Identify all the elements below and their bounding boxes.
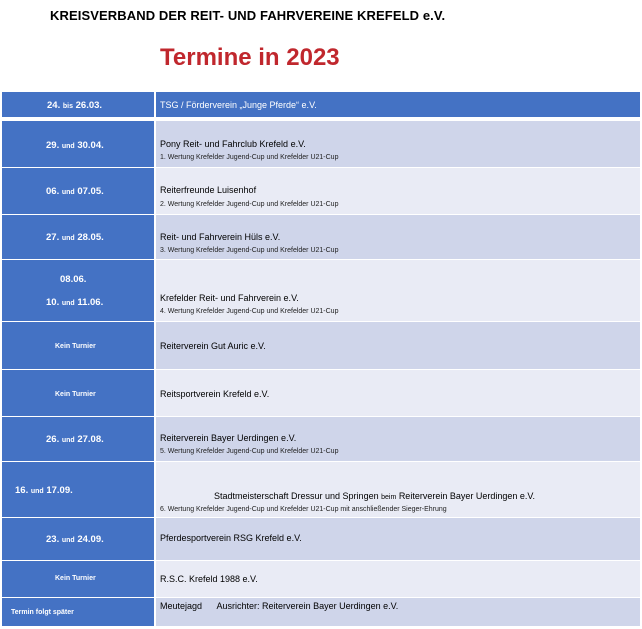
date-separator: und bbox=[61, 143, 75, 150]
date-cell bbox=[2, 92, 154, 118]
club-name: Reitsportverein Krefeld e.V. bbox=[160, 389, 270, 399]
date-end: 30.04. bbox=[77, 140, 104, 151]
date-pending-label: Termin folgt später bbox=[11, 609, 74, 616]
date-end: 26.03. bbox=[75, 100, 103, 111]
date-start: 24. bbox=[47, 100, 61, 111]
club-name: Meutejagd Ausrichter: Reiterverein Bayer Uerdingen e.V. bbox=[160, 601, 399, 611]
event-note: 5. Wertung Krefelder Jugend-Cup und Krefelder U21-Cup bbox=[160, 448, 339, 455]
date-start: 27. bbox=[46, 232, 60, 243]
table-row bbox=[2, 92, 640, 118]
date-end: 27.08. bbox=[77, 434, 104, 445]
date-cell bbox=[2, 518, 154, 561]
date-cell bbox=[2, 417, 154, 462]
club-name: Reiterverein Bayer Uerdingen e.V. bbox=[160, 433, 297, 443]
date-cell bbox=[2, 598, 154, 627]
club-name: Pferdesportverein RSG Krefeld e.V. bbox=[160, 533, 302, 543]
info-cell bbox=[154, 370, 640, 417]
date-cell bbox=[2, 168, 154, 215]
club-name: Pony Reit- und Fahrclub Krefeld e.V. bbox=[160, 139, 306, 149]
table-row bbox=[2, 518, 640, 561]
table-row bbox=[2, 417, 640, 462]
date-start: 26. bbox=[46, 434, 60, 445]
table-row bbox=[2, 462, 640, 518]
club-name: Reit- und Fahrverein Hüls e.V. bbox=[160, 232, 281, 242]
info-cell bbox=[154, 417, 640, 462]
info-cell bbox=[154, 598, 640, 627]
event-note: 2. Wertung Krefelder Jugend-Cup und Krefelder U21-Cup bbox=[160, 201, 339, 208]
date-end: 07.05. bbox=[77, 186, 104, 197]
page-title: Termine in 2023 bbox=[160, 44, 340, 71]
date-separator: und bbox=[61, 189, 75, 196]
date-cell bbox=[2, 561, 154, 598]
date-separator: und bbox=[30, 488, 44, 495]
club-name: R.S.C. Krefeld 1988 e.V. bbox=[160, 574, 258, 584]
club-name: Reiterverein Bayer Uerdingen e.V. bbox=[398, 491, 536, 501]
club-name: Krefelder Reit- und Fahrverein e.V. bbox=[160, 293, 299, 303]
info-cell bbox=[154, 518, 640, 561]
date-separator: und bbox=[61, 235, 75, 242]
date-cell bbox=[2, 322, 154, 370]
date-cell bbox=[2, 215, 154, 260]
table-row bbox=[2, 168, 640, 215]
info-cell bbox=[154, 215, 640, 260]
table-row bbox=[2, 322, 640, 370]
info-cell bbox=[154, 462, 640, 518]
date-start: 10. bbox=[46, 297, 60, 308]
info-cell bbox=[154, 322, 640, 370]
table-row bbox=[2, 121, 640, 168]
date-end: 17.09. bbox=[46, 485, 73, 496]
info-cell bbox=[154, 121, 640, 168]
date-start: 06. bbox=[46, 186, 60, 197]
no-tournament-label: Kein Turnier bbox=[55, 343, 96, 350]
date-cell bbox=[2, 121, 154, 168]
date-separator: bis bbox=[62, 103, 73, 110]
table-row bbox=[2, 215, 640, 260]
date-start: 16. bbox=[15, 485, 29, 496]
no-tournament-label: Kein Turnier bbox=[55, 575, 96, 582]
event-note: 6. Wertung Krefelder Jugend-Cup und Krefelder U21-Cup mit anschließender Sieger-Ehrung bbox=[160, 506, 447, 513]
date-cell bbox=[2, 462, 154, 518]
table-row bbox=[2, 370, 640, 417]
info-cell bbox=[154, 561, 640, 598]
date-separator: und bbox=[61, 300, 75, 307]
association-title: KREISVERBAND DER REIT- UND FAHRVEREINE KREFELD e.V. bbox=[50, 8, 446, 23]
date-cell bbox=[2, 260, 154, 322]
event-note: 1. Wertung Krefelder Jugend-Cup und Krefelder U21-Cup bbox=[160, 154, 339, 161]
date-separator: und bbox=[61, 537, 75, 544]
club-name: Reiterfreunde Luisenhof bbox=[160, 185, 257, 195]
info-cell bbox=[154, 92, 640, 118]
table-row bbox=[2, 260, 640, 322]
date-separator: und bbox=[61, 437, 75, 444]
club-name: TSG / Förderverein „Junge Pferde“ e.V. bbox=[160, 100, 317, 110]
date-end: 11.06. bbox=[77, 297, 104, 308]
info-cell bbox=[154, 260, 640, 322]
event-title: Stadtmeisterschaft Dressur und Springen bbox=[214, 491, 379, 501]
event-note: 3. Wertung Krefelder Jugend-Cup und Krefelder U21-Cup bbox=[160, 247, 339, 254]
club-name: Reiterverein Gut Auric e.V. bbox=[160, 341, 266, 351]
date-cell bbox=[2, 370, 154, 417]
date-start: 23. bbox=[46, 534, 60, 545]
event-venue-prefix: beim bbox=[381, 494, 397, 501]
table-row bbox=[2, 561, 640, 598]
date-end: 24.09. bbox=[77, 534, 104, 545]
no-tournament-label: Kein Turnier bbox=[55, 391, 96, 398]
table-row bbox=[2, 598, 640, 627]
event-note: 4. Wertung Krefelder Jugend-Cup und Krefelder U21-Cup bbox=[160, 308, 339, 315]
date-single: 08.06. bbox=[60, 274, 87, 285]
date-start: 29. bbox=[46, 140, 60, 151]
date-end: 28.05. bbox=[77, 232, 104, 243]
info-cell bbox=[154, 168, 640, 215]
